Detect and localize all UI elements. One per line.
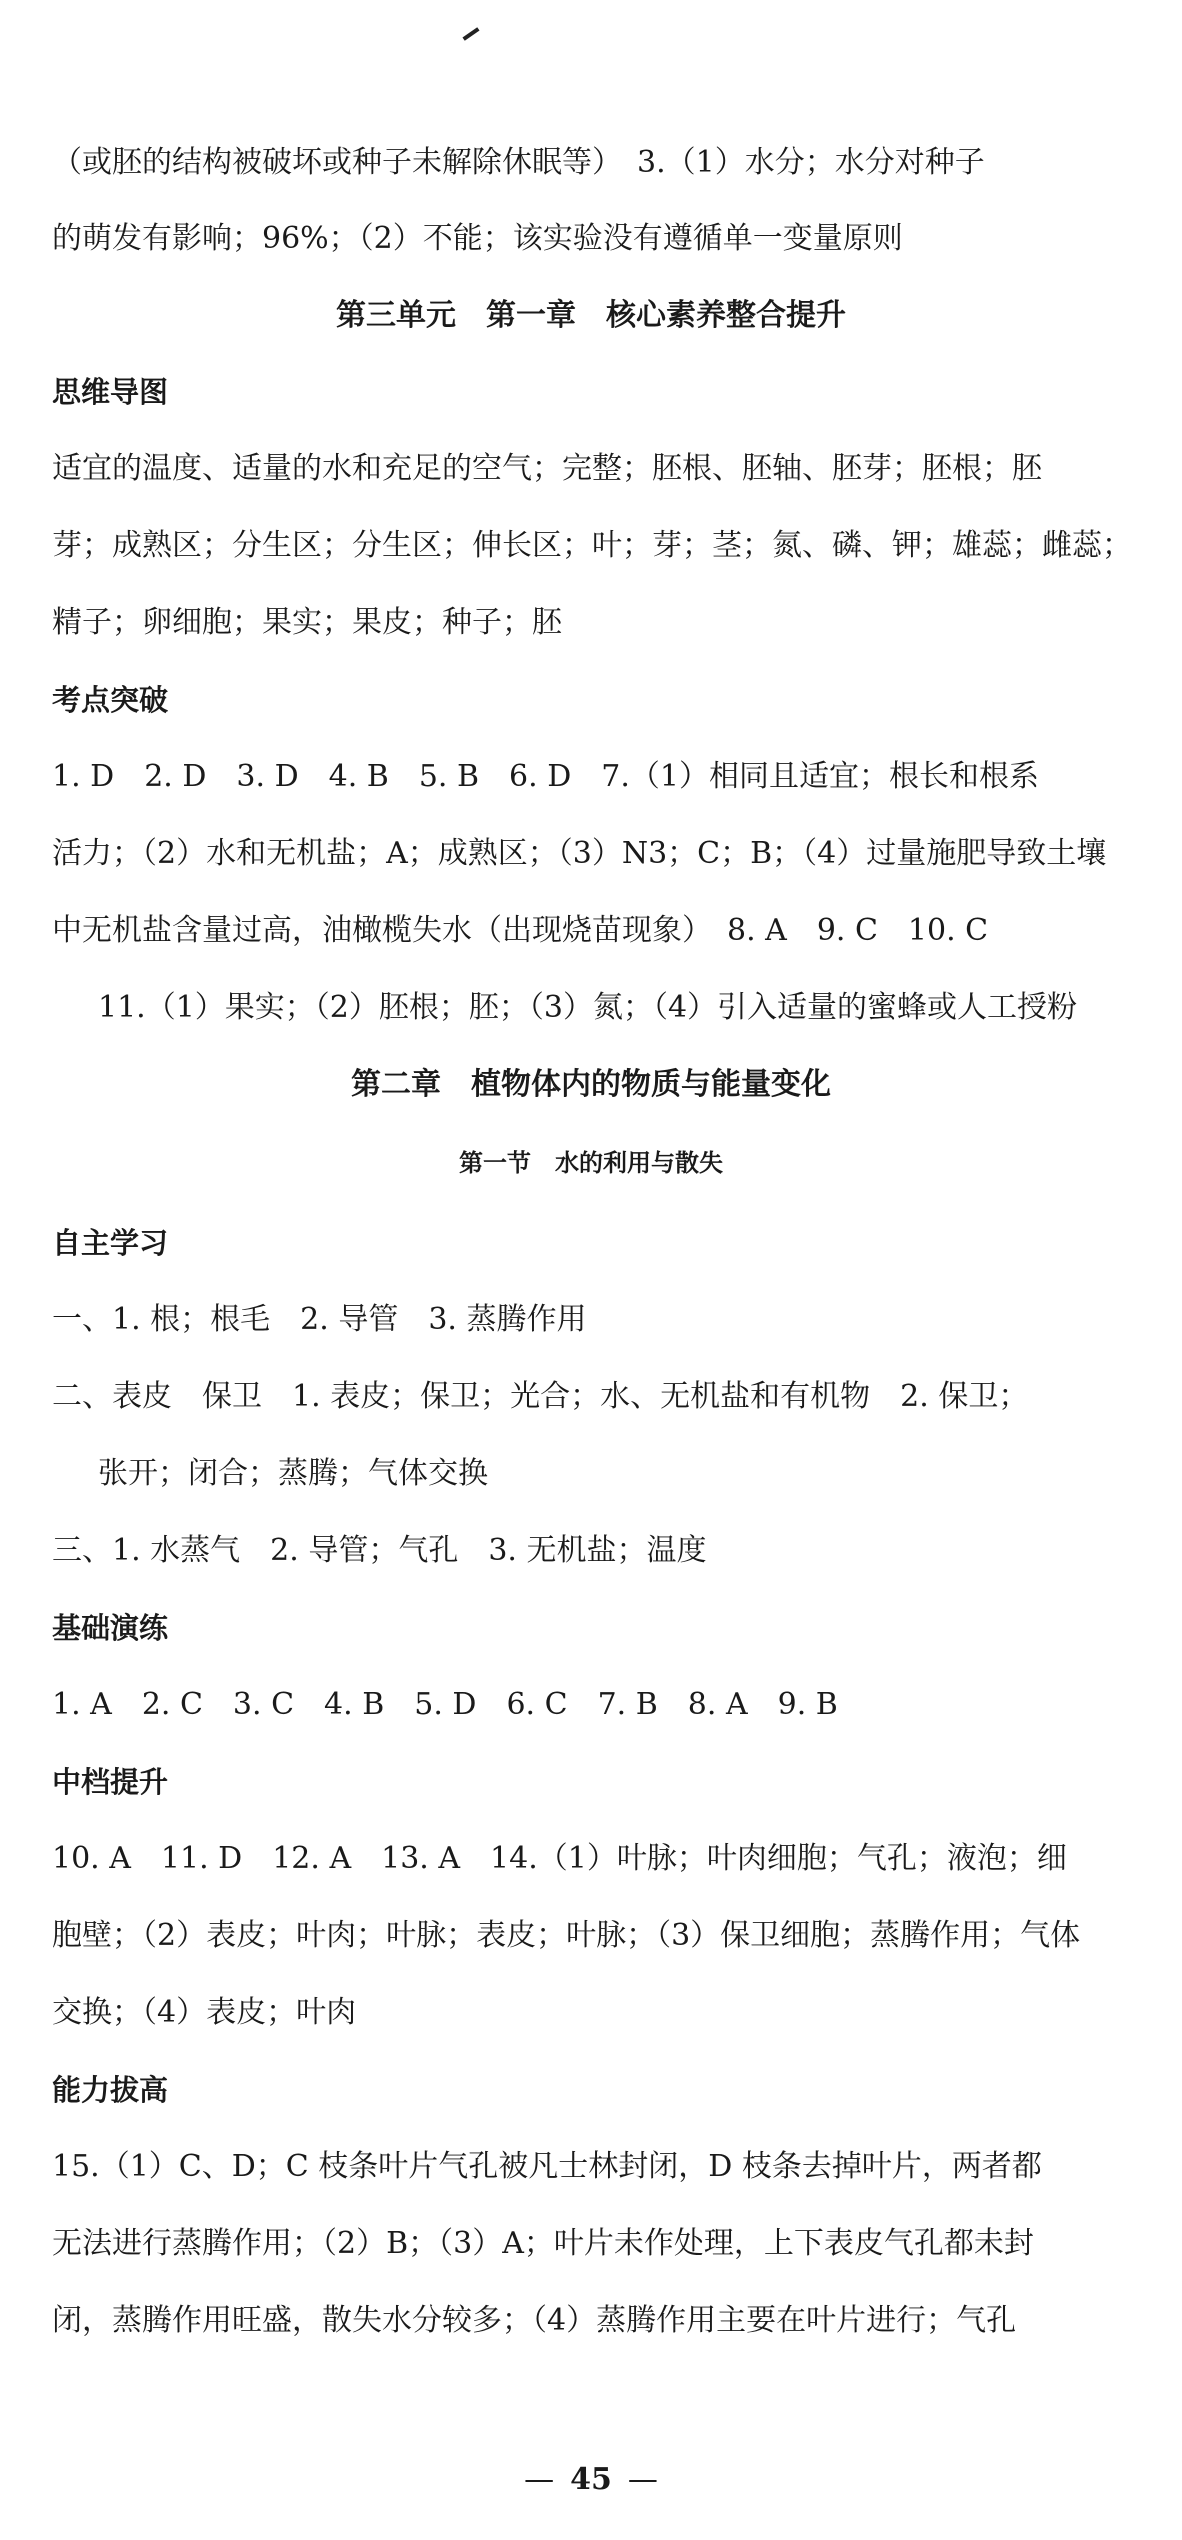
footer-dash-left: — bbox=[524, 2462, 555, 2497]
section-heading: 能力拔高 bbox=[52, 2073, 169, 2107]
chapter-title: 第二章 植物体内的物质与能量变化 bbox=[351, 1067, 831, 1102]
answer-line: 1. A 2. C 3. C 4. B 5. D 6. C 7. B 8. A 9. B bbox=[52, 1687, 838, 1722]
answer-line: 一、1. 根；根毛 2. 导管 3. 蒸腾作用 bbox=[52, 1302, 587, 1337]
answer-line: 三、1. 水蒸气 2. 导管；气孔 3. 无机盐；温度 bbox=[52, 1533, 707, 1568]
answer-line: 芽；成熟区；分生区；分生区；伸长区；叶；芽；茎；氮、磷、钾；雄蕊；雌蕊； bbox=[52, 528, 1132, 563]
section-heading: 中档提升 bbox=[52, 1765, 169, 1799]
page-number: 45 bbox=[570, 2462, 612, 2497]
section-heading: 自主学习 bbox=[52, 1226, 169, 1260]
unit-title: 第三单元 第一章 核心素养整合提升 bbox=[336, 298, 846, 333]
answer-line: 的萌发有影响；96%；（2）不能；该实验没有遵循单一变量原则 bbox=[52, 221, 903, 256]
answer-line: 交换；（4）表皮；叶肉 bbox=[52, 1995, 357, 2030]
footer-dash-right: — bbox=[627, 2462, 658, 2497]
answer-line: 张开；闭合；蒸腾；气体交换 bbox=[98, 1456, 488, 1491]
answer-line: 精子；卵细胞；果实；果皮；种子；胚 bbox=[52, 605, 562, 640]
page-footer bbox=[0, 2460, 1182, 2500]
section-title: 第一节 水的利用与散失 bbox=[459, 1149, 723, 1177]
scan-mark bbox=[462, 27, 479, 41]
answer-line: 中无机盐含量过高，油橄榄失水（出现烧苗现象） 8. A 9. C 10. C bbox=[52, 913, 989, 948]
section-heading: 考点突破 bbox=[52, 683, 169, 717]
answer-line: 胞壁；（2）表皮；叶肉；叶脉；表皮；叶脉；（3）保卫细胞；蒸腾作用；气体 bbox=[52, 1918, 1081, 1953]
section-heading: 基础演练 bbox=[52, 1611, 169, 1645]
answer-line: 无法进行蒸腾作用；（2）B；（3）A；叶片未作处理，上下表皮气孔都未封 bbox=[52, 2226, 1034, 2261]
answer-line: 11.（1）果实；（2）胚根；胚；（3）氮；（4）引入适量的蜜蜂或人工授粉 bbox=[98, 990, 1078, 1025]
answer-line: 活力；（2）水和无机盐；A；成熟区；（3）N3；C；B；（4）过量施肥导致土壤 bbox=[52, 836, 1107, 871]
answer-line: 10. A 11. D 12. A 13. A 14.（1）叶脉；叶肉细胞；气孔；液泡；细 bbox=[52, 1841, 1067, 1876]
answer-line: （或胚的结构被破坏或种子未解除休眠等） 3.（1）水分；水分对种子 bbox=[52, 145, 985, 180]
answer-line: 1. D 2. D 3. D 4. B 5. B 6. D 7.（1）相同且适宜；根长和根系 bbox=[52, 759, 1039, 794]
section-heading: 思维导图 bbox=[52, 375, 169, 409]
answer-line: 15.（1）C、D；C 枝条叶片气孔被凡士林封闭，D 枝条去掉叶片，两者都 bbox=[52, 2149, 1042, 2184]
answer-line: 适宜的温度、适量的水和充足的空气；完整；胚根、胚轴、胚芽；胚根；胚 bbox=[52, 451, 1042, 486]
answer-line: 二、表皮 保卫 1. 表皮；保卫；光合；水、无机盐和有机物 2. 保卫； bbox=[52, 1379, 1029, 1414]
answer-line: 闭，蒸腾作用旺盛，散失水分较多；（4）蒸腾作用主要在叶片进行；气孔 bbox=[52, 2303, 1017, 2338]
